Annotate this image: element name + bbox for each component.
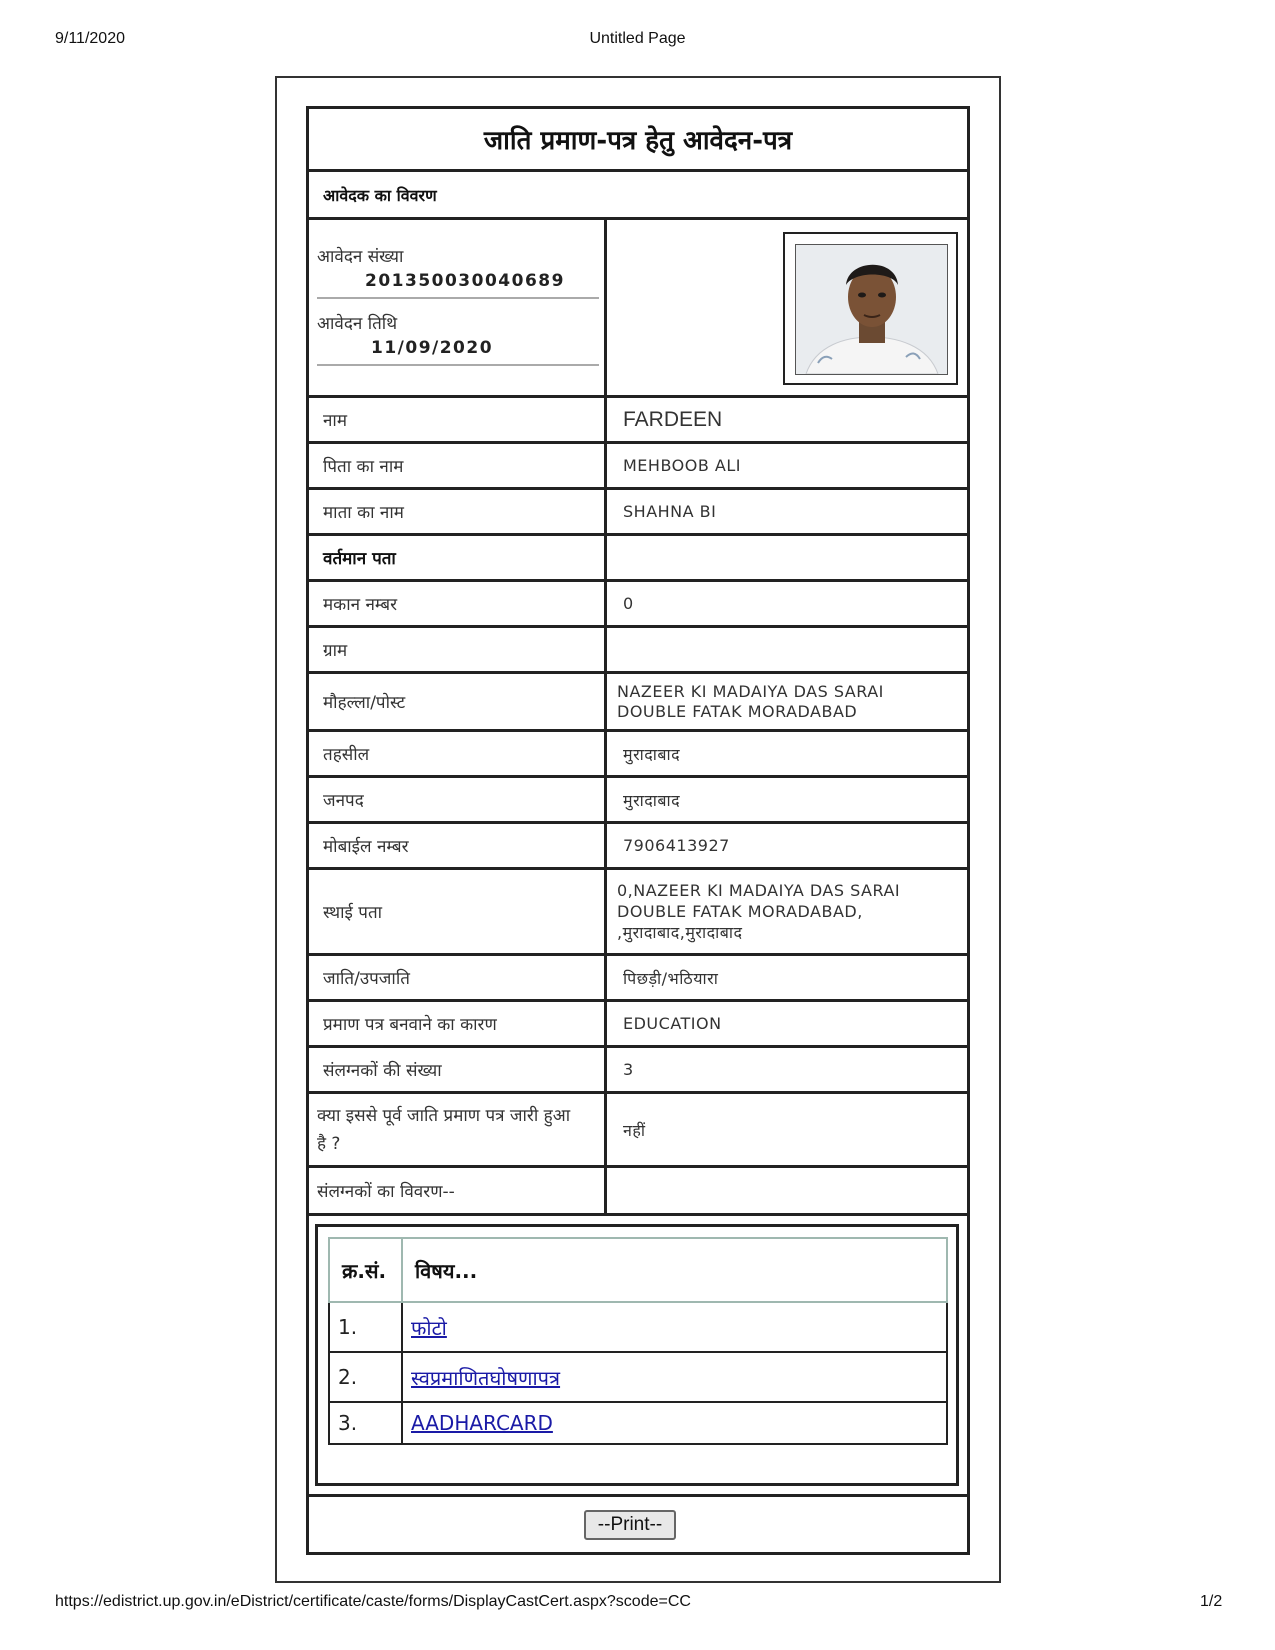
row-value [607, 536, 967, 579]
row-mohalla-post [309, 674, 967, 732]
attachment-link-self-declaration[interactable]: स्वप्रमाणितघोषणापत्र [411, 1365, 561, 1390]
row-value: EDUCATION [623, 1014, 722, 1033]
attachment-link-photo[interactable]: फोटो [411, 1315, 447, 1340]
row-label: मोबाईल नम्बर [309, 824, 607, 867]
row-attachment-count [309, 1048, 967, 1094]
row-label: स्थाई पता [309, 870, 607, 953]
applicant-photo [795, 244, 948, 375]
row-label: मौहल्ला/पोस्ट [309, 674, 607, 729]
row-label: जनपद [309, 778, 607, 821]
attachments-header-row [329, 1238, 947, 1302]
row-label: तहसील [309, 732, 607, 775]
caste-certificate-form [306, 106, 970, 1555]
row-mobile-number [309, 824, 967, 870]
section-title: आवेदक का विवरण [309, 172, 967, 220]
row-value: SHAHNA BI [623, 502, 717, 521]
row-value: NAZEER KI MADAIYA DAS SARAI DOUBLE FATAK MORADABAD [617, 681, 884, 721]
print-button[interactable]: --Print-- [584, 1510, 676, 1540]
attachments-box [315, 1224, 959, 1486]
row-mother-name [309, 490, 967, 536]
row-name [309, 398, 967, 444]
row-value [607, 1168, 967, 1213]
row-tehsil [309, 732, 967, 778]
row-value: मुरादाबाद [623, 790, 681, 810]
row-value: मुरादाबाद [623, 744, 681, 764]
row-value [607, 628, 967, 671]
row-village [309, 628, 967, 674]
row-value: नहीं [623, 1120, 646, 1140]
row-label: जाति/उपजाति [309, 956, 607, 999]
application-date-value: 11/09/2020 [371, 338, 494, 358]
attachment-subject [402, 1402, 947, 1444]
attachments-table [328, 1237, 948, 1445]
row-certificate-reason [309, 1002, 967, 1048]
subject-header: विषय... [402, 1238, 947, 1302]
print-row [309, 1500, 967, 1552]
row-label: क्या इससे पूर्व जाति प्रमाण पत्र जारी हुआ है ? [309, 1094, 607, 1165]
browser-footer-url: https://edistrict.up.gov.in/eDistrict/certificate/caste/forms/DisplayCastCert.aspx?scode=CC [55, 1593, 691, 1610]
divider [317, 364, 599, 366]
attachment-link-aadharcard[interactable]: AADHARCARD [411, 1411, 553, 1435]
serial-number-header: क्र.सं. [329, 1238, 402, 1302]
row-label: नाम [309, 398, 607, 441]
row-label: मकान नम्बर [309, 582, 607, 625]
application-number-label: आवेदन संख्या [317, 247, 404, 267]
application-number-value: 201350030040689 [365, 271, 565, 291]
row-father-name [309, 444, 967, 490]
application-number-block [317, 244, 599, 291]
row-label: संलग्नकों की संख्या [309, 1048, 607, 1091]
row-label: प्रमाण पत्र बनवाने का कारण [309, 1002, 607, 1045]
attachment-row [329, 1302, 947, 1352]
row-label: संलग्नकों का विवरण-- [309, 1168, 607, 1213]
attachment-serial: 3. [329, 1402, 402, 1444]
applicant-photo-icon [796, 245, 947, 374]
row-value: 7906413927 [623, 836, 730, 855]
applicant-photo-frame [783, 232, 958, 385]
browser-footer-page: 1/2 [1200, 1593, 1223, 1610]
row-label: वर्तमान पता [309, 536, 607, 579]
row-label: पिता का नाम [309, 444, 607, 487]
row-value: FARDEEN [623, 407, 723, 431]
application-date-block [317, 311, 599, 358]
application-date-label: आवेदन तिथि [317, 314, 398, 334]
row-value: 0 [623, 594, 634, 613]
row-attachment-details [309, 1168, 967, 1216]
application-meta-cell [309, 220, 607, 395]
row-district [309, 778, 967, 824]
browser-header-date: 9/11/2020 [55, 30, 125, 47]
attachment-serial: 2. [329, 1352, 402, 1402]
row-house-number [309, 582, 967, 628]
row-caste-subcaste [309, 956, 967, 1002]
application-meta-row [309, 220, 967, 398]
row-current-address [309, 536, 967, 582]
photo-cell [607, 220, 967, 395]
browser-header-title: Untitled Page [589, 30, 686, 47]
row-value: 3 [623, 1060, 634, 1079]
form-title: जाति प्रमाण-पत्र हेतु आवेदन-पत्र [309, 109, 967, 172]
attachment-row [329, 1352, 947, 1402]
row-permanent-address [309, 870, 967, 956]
row-value: MEHBOOB ALI [623, 456, 741, 475]
row-label: माता का नाम [309, 490, 607, 533]
row-value: पिछड़ी/भठियारा [623, 968, 719, 988]
attachment-subject [402, 1302, 947, 1352]
attachment-row [329, 1402, 947, 1444]
attachment-serial: 1. [329, 1302, 402, 1352]
attachments-row [309, 1216, 967, 1497]
attachment-subject [402, 1352, 947, 1402]
row-value: 0,NAZEER KI MADAIYA DAS SARAI DOUBLE FATAK MORADABAD, ,मुरादाबाद,मुरादाबाद [617, 881, 901, 942]
row-label: ग्राम [309, 628, 607, 671]
divider [317, 297, 599, 299]
row-previous-certificate [309, 1094, 967, 1168]
